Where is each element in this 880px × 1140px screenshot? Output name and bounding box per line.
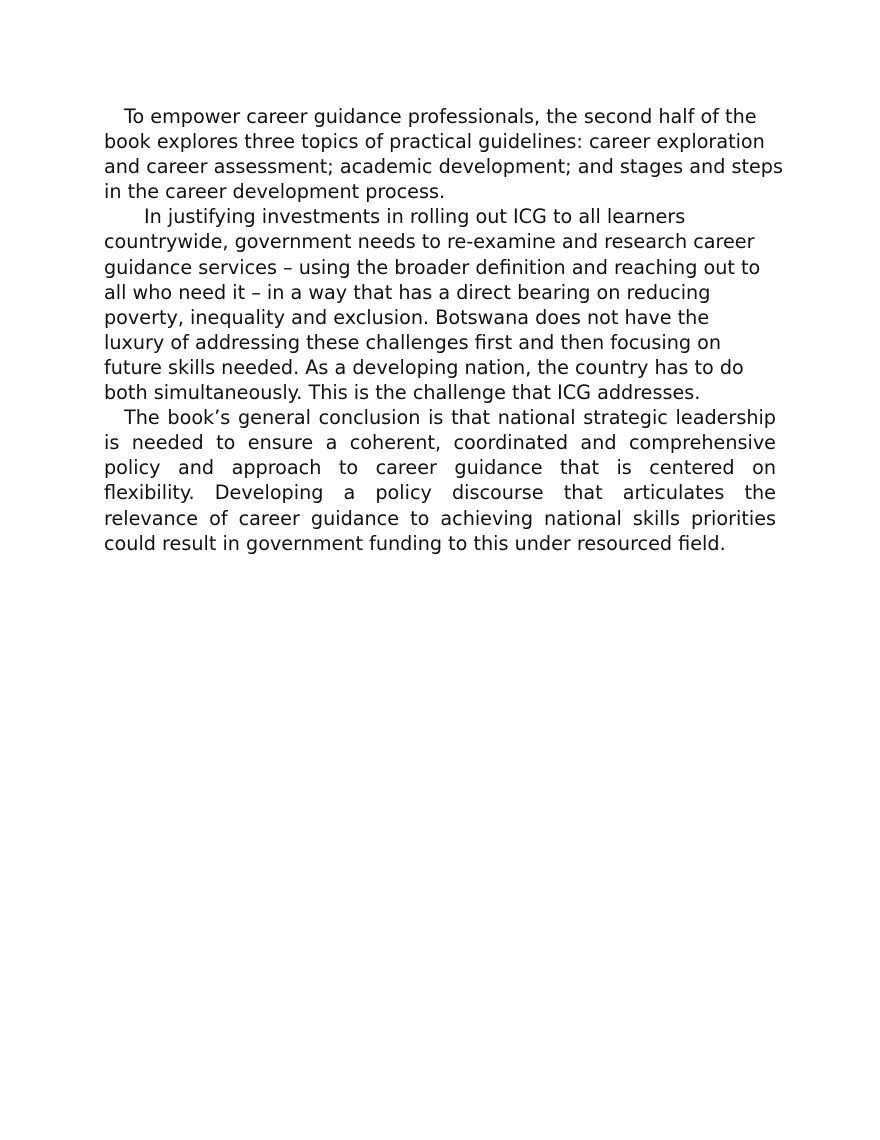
text-line: The book’s general conclusion is that national strategic leadership — [124, 406, 776, 430]
paragraph-conclusion — [104, 405, 776, 556]
text-line: both simultaneously. This is the challenge that ICG addresses. — [104, 381, 701, 405]
text-line: in the career development process. — [104, 180, 446, 204]
text-line: policy and approach to career guidance that is centered on — [104, 456, 776, 480]
paragraph-practical-guidelines — [104, 104, 783, 204]
text-line: To empower career guidance professionals, the second half of the — [124, 105, 757, 128]
text-line: In justifying investments in rolling out ICG to all learners — [144, 205, 686, 229]
body-text — [104, 104, 783, 556]
text-line: is needed to ensure a coherent, coordinated and comprehensive — [104, 431, 776, 455]
text-line: flexibility. Developing a policy discourse that articulates the — [104, 481, 776, 505]
text-line: future skills needed. As a developing nation, the country has to do — [104, 355, 744, 379]
paragraph-investments — [104, 204, 776, 405]
text-line: guidance services – using the broader definition and reaching out to — [104, 255, 761, 279]
text-line: could result in government funding to this under resourced field. — [104, 531, 726, 555]
text-line: countrywide, government needs to re-examine and research career — [104, 230, 755, 254]
text-line: poverty, inequality and exclusion. Botswana does not have the — [104, 305, 710, 329]
text-line: relevance of career guidance to achieving national skills priorities — [104, 506, 776, 530]
text-line: book explores three topics of practical guidelines: career exploration — [104, 130, 765, 154]
text-line: all who need it – in a way that has a direct bearing on reducing — [104, 280, 711, 304]
text-line: and career assessment; academic development; and stages and steps — [104, 155, 783, 179]
text-line: luxury of addressing these challenges first and then focusing on — [104, 330, 722, 354]
